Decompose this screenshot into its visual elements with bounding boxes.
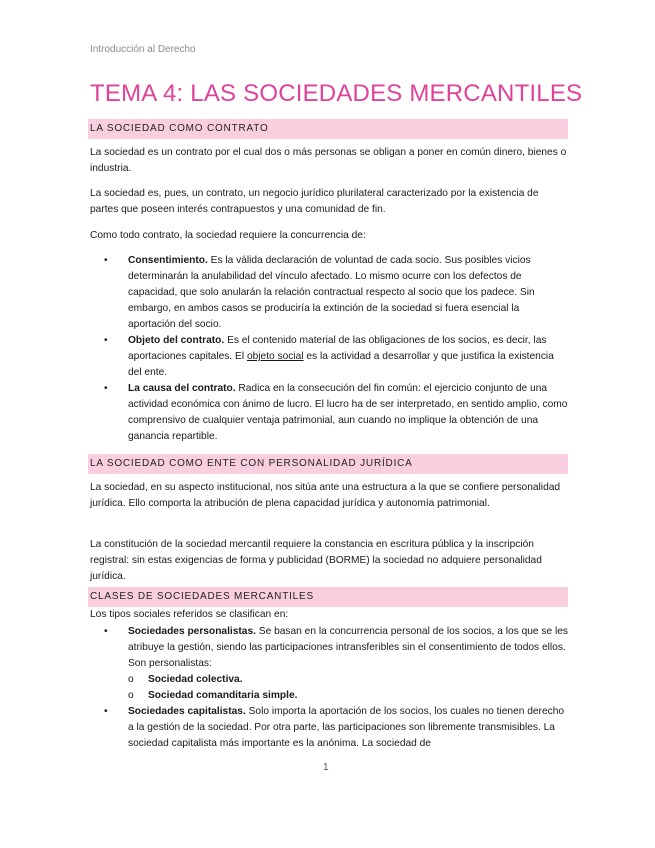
paragraph: Los tipos sociales referidos se clasifican en: — [90, 609, 289, 620]
running-header: Introducción al Derecho — [90, 44, 196, 55]
section-heading-contrato: LA SOCIEDAD COMO CONTRATO — [88, 119, 568, 139]
term: Objeto del contrato. — [128, 335, 225, 346]
sub-term: Sociedad comanditaria simple. — [148, 690, 298, 701]
sub-list — [128, 672, 568, 704]
paragraph: La sociedad es, pues, un contrato, un negocio jurídico plurilateral caracterizado por la existencia de partes que poseen interés contrapuestos y una comunidad de fin. — [90, 188, 539, 215]
section-heading-clases: CLASES DE SOCIEDADES MERCANTILES — [88, 587, 568, 607]
term: La causa del contrato. — [128, 383, 236, 394]
list-item — [90, 381, 568, 445]
definition: Es el contenido material de las obligaciones de los socios, es decir, las aportaciones capitales. El — [128, 335, 547, 362]
list-item — [90, 704, 568, 752]
sub-list-item — [128, 688, 568, 704]
circle-bullet-icon: o — [128, 674, 134, 685]
paragraph: La sociedad, en su aspecto institucional, nos sitúa ante una estructura a la que se confiere personalidad jurídica. Ello comporta la atribución de plena capacidad jurídica y autonomía patrimonial. — [90, 482, 561, 509]
definition: es la actividad a desarrollar y que justifica la existencia del ente. — [128, 351, 554, 378]
bullet-icon: • — [104, 335, 108, 346]
definition: Se basan en la concurrencia personal de los socios, a los que se les atribuye la gestión, siendo las participaciones intransferibles sin el consentimiento de todos ellos. Son personalistas: — [128, 626, 569, 669]
term: Consentimiento. — [128, 255, 208, 266]
list-item — [90, 253, 568, 333]
bullet-icon: • — [104, 706, 108, 717]
term: Sociedades personalistas. — [128, 626, 256, 637]
definition: Solo importa la aportación de los socios, los cuales no tienen derecho a la gestión de la sociedad. Por otra parte, las participaciones son libremente transmisibles. La sociedad capitalista más importante es la anónima. La sociedad de — [128, 706, 565, 749]
requirements-list — [90, 253, 568, 445]
paragraph: La constitución de la sociedad mercantil requiere la constancia en escritura pública y la inscripción registral: sin estas exigencias de forma y publicidad (BORME) la sociedad no adquiere personalidad jurídica. — [90, 539, 542, 582]
circle-bullet-icon: o — [128, 690, 134, 701]
list-item — [90, 624, 568, 704]
definition: Es la válida declaración de voluntad de cada socio. Sus posibles vicios determinarán la anulabilidad del vínculo afectado. Lo mismo ocurre con los defectos de capacidad, que solo anularán la relación contractual respecto al socio que los padece. Sin embargo, en ambos casos se produciría la extinción de la sociedad si fuera esencial la aportación del socio. — [128, 255, 535, 330]
list-item — [90, 333, 568, 381]
section-heading-personalidad: LA SOCIEDAD COMO ENTE CON PERSONALIDAD JURÍDICA — [88, 454, 568, 474]
types-list — [90, 624, 568, 752]
underlined-term: objeto social — [246, 351, 304, 362]
bullet-icon: • — [104, 383, 108, 394]
paragraph: Como todo contrato, la sociedad requiere la concurrencia de: — [90, 230, 366, 241]
paragraph: La sociedad es un contrato por el cual dos o más personas se obligan a poner en común dinero, bienes o industria. — [90, 147, 567, 174]
definition: Radica en la consecución del fin común: el ejercicio conjunto de una actividad económica con ánimo de lucro. El lucro ha de ser interpretado, en sentido amplio, como comprensivo de cualquier ventaja patrimonial, aun cuando no implique la obtención de una ganancia repartible. — [128, 383, 568, 442]
bullet-icon: • — [104, 255, 108, 266]
term: Sociedades capitalistas. — [128, 706, 246, 717]
page-title: TEMA 4: LAS SOCIEDADES MERCANTILES — [90, 80, 583, 107]
sub-term: Sociedad colectiva. — [148, 674, 243, 685]
page-number: 1 — [323, 762, 329, 773]
bullet-icon: • — [104, 626, 108, 637]
sub-list-item — [128, 672, 568, 688]
